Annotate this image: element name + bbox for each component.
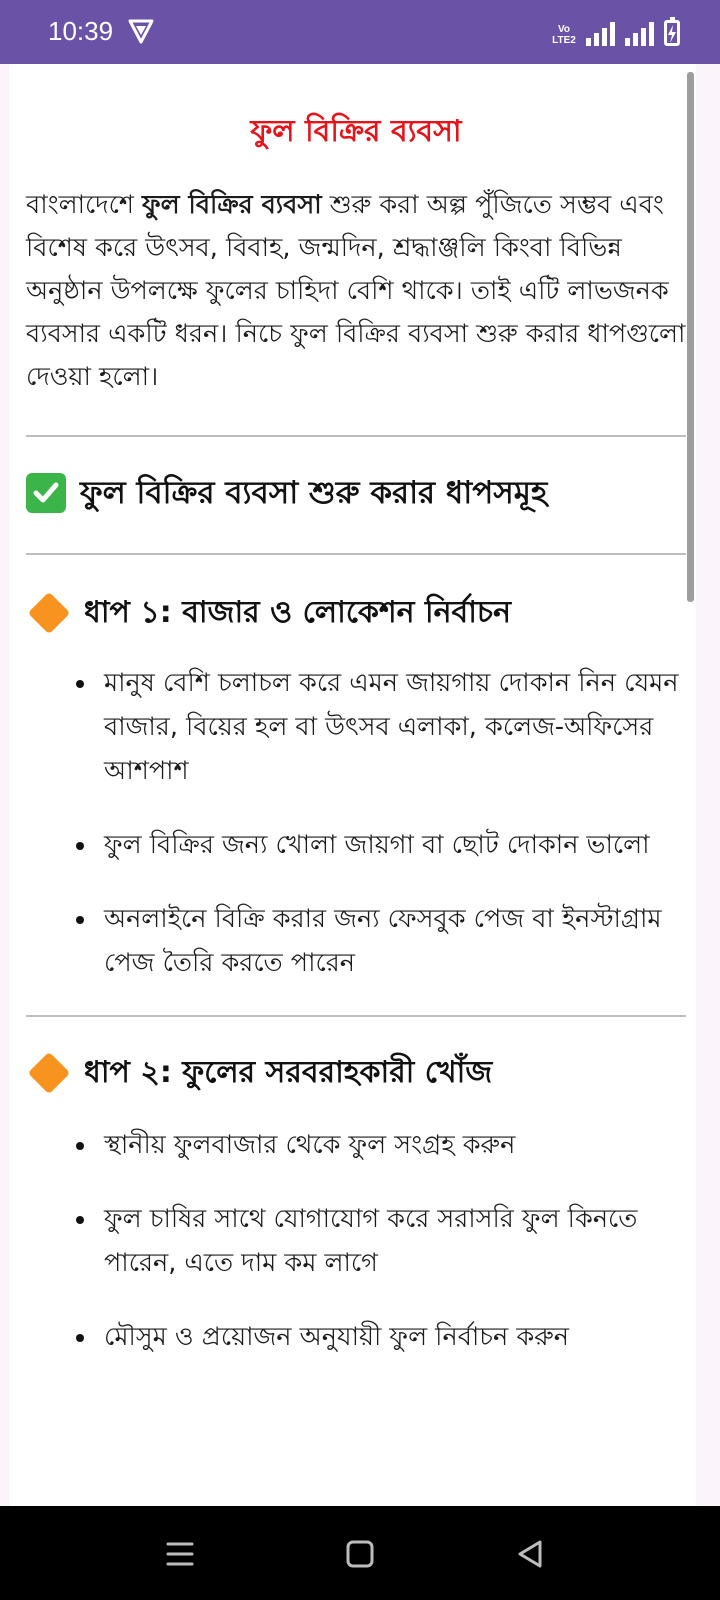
step-1-list bbox=[26, 661, 686, 985]
status-icons bbox=[552, 18, 680, 46]
article-title: ফুল বিক্রির ব্যবসা bbox=[250, 114, 462, 149]
signal-icon-sim1 bbox=[586, 22, 615, 46]
list-item: ফুল বিক্রির জন্য খোলা জায়গা বা ছোট দোকান ভালো bbox=[26, 823, 686, 867]
list-item: ফুল চাষির সাথে যোগাযোগ করে সরাসরি ফুল কিনতে পারেন, এতে দাম কম লাগে bbox=[26, 1197, 686, 1285]
vpn-shield-icon bbox=[128, 18, 154, 44]
menu-icon[interactable] bbox=[162, 1536, 198, 1572]
status-time: 10:39 bbox=[48, 16, 114, 46]
check-mark-icon bbox=[26, 473, 66, 513]
step-2-list bbox=[26, 1123, 686, 1359]
step-2-heading: ধাপ ২: ফুলের সরবরাহকারী খোঁজ bbox=[26, 1051, 686, 1095]
navigation-bar bbox=[0, 1506, 720, 1600]
divider bbox=[26, 553, 686, 555]
home-square-icon[interactable] bbox=[342, 1536, 378, 1572]
battery-charging-icon bbox=[664, 20, 680, 46]
list-item: অনলাইনে বিক্রি করার জন্য ফেসবুক পেজ বা ইনস্টাগ্রাম পেজ তৈরি করতে পারেন bbox=[26, 897, 686, 985]
list-item: মানুষ বেশি চলাচল করে এমন জায়গায় দোকান নিন যেমন বাজার, বিয়ের হল বা উৎসব এলাকা, কলেজ-অফিসের আশপাশ bbox=[26, 661, 686, 793]
steps-heading: ফুল বিক্রির ব্যবসা শুরু করার ধাপসমূহ bbox=[26, 471, 686, 515]
list-item: মৌসুম ও প্রয়োজন অনুযায়ী ফুল নির্বাচন করুন bbox=[26, 1315, 686, 1359]
step-1-heading: ধাপ ১: বাজার ও লোকেশন নির্বাচন bbox=[26, 591, 686, 635]
scrollbar-thumb[interactable] bbox=[687, 72, 694, 602]
intro-bold-text: ফুল বিক্রির ব্যবসা bbox=[142, 190, 322, 220]
list-item: স্থানীয় ফুলবাজার থেকে ফুল সংগ্রহ করুন bbox=[26, 1123, 686, 1167]
intro-paragraph: বাংলাদেশে ফুল বিক্রির ব্যবসা শুরু করা অল্প পুঁজিতে সম্ভব এবং বিশেষ করে উৎসব, বিবাহ, জন্মদিন, শ্রদ্ধাঞ্জলি কিংবা বিভিন্ন অনুষ্ঠান উপলক্ষে ফুলের চাহিদা বেশি থাকে। তাই এটি লাভজনক ব্যবসার একটি ধরন। নিচে ফুল বিক্রির ব্যবসা শুরু করার ধাপগুলো দেওয়া হলো। bbox=[26, 190, 686, 392]
back-triangle-icon[interactable] bbox=[512, 1536, 548, 1572]
orange-diamond-icon bbox=[28, 1052, 70, 1094]
orange-diamond-icon bbox=[28, 592, 70, 634]
divider bbox=[26, 1015, 686, 1017]
volte-icon: Vo LTE2 bbox=[552, 24, 576, 46]
signal-icon-sim2 bbox=[625, 22, 654, 46]
article bbox=[26, 64, 686, 1389]
divider bbox=[26, 435, 686, 437]
status-bar bbox=[0, 0, 720, 64]
article-view[interactable] bbox=[10, 64, 696, 1506]
